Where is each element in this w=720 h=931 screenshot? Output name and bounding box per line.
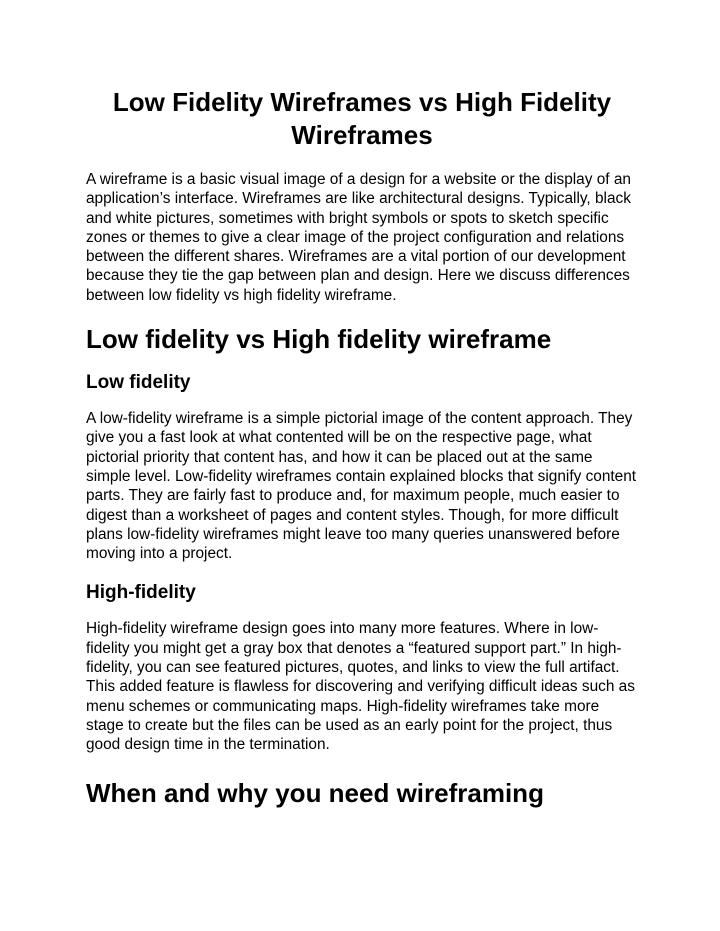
document-page <box>86 86 638 809</box>
high-fidelity-paragraph: High-fidelity wireframe design goes into many more features. Where in low-fidelity you might get a gray box that denotes a “featured support part.” In high-fidelity, you can see featured pictures, quotes, and links to view the full artifact. This added feature is flawless for discovering and verifying difficult ideas such as menu schemes or communicating maps. High-fidelity wireframes take more stage to create but the files can be used as an early point for the project, thus good design time in the termination. <box>86 620 635 754</box>
section-heading-comparison: Low fidelity vs High fidelity wireframe <box>86 324 552 355</box>
subheading-high-fidelity: High-fidelity <box>86 582 196 604</box>
subheading-low-fidelity: Low fidelity <box>86 372 191 394</box>
section-heading-when-why: When and why you need wireframing <box>86 777 544 808</box>
low-fidelity-paragraph: A low-fidelity wireframe is a simple pictorial image of the content approach. They give you a fast look at what contented will be on the respective page, what pictorial priority that content has, and how it can be placed out at the same simple level. Low-fidelity wireframes contain explained blocks that signify content parts. They are fairly fast to produce and, for maximum people, much easier to digest than a worksheet of pages and content styles. Though, for more difficult plans low-fidelity wireframes might leave too many queries unanswered before moving into a project. <box>86 410 637 563</box>
document-title: Low Fidelity Wireframes vs High Fidelity Wireframes <box>112 87 612 150</box>
intro-paragraph: A wireframe is a basic visual image of a design for a website or the display of an application’s interface. Wireframes are like architectural designs. Typically, black and white pictures, sometimes with bright symbols or spots to sketch specific zones or themes to give a clear image of the project configuration and relations between the different shares. Wireframes are a vital portion of our development because they tie the gap between plan and design. Here we discuss differences between low fidelity vs high fidelity wireframe. <box>86 171 631 304</box>
